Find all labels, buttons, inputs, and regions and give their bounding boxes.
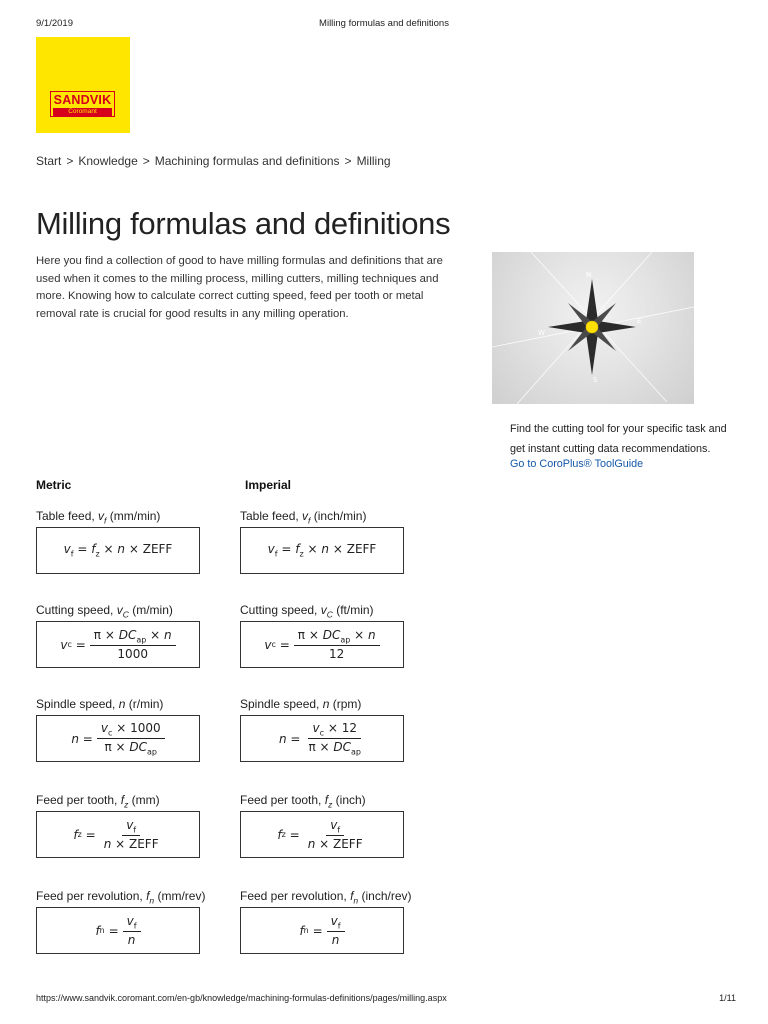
metric-cutting-speed-label: Cutting speed, $v_C$ (m/min): [36, 603, 173, 620]
metric-table-feed-formula: $v_f = f_z \times n$ × ZEFF: [36, 527, 200, 574]
footer-url: https://www.sandvik.coromant.com/en-gb/knowledge/machining-formulas-definitions/pages/milling.aspx: [36, 993, 447, 1003]
breadcrumb-separator: >: [142, 154, 150, 168]
metric-spindle-speed-formula: n = $\frac{v_c \times 1000}{\pi \times DC_{ap}}$: [36, 715, 200, 762]
metric-spindle-speed-label: Spindle speed, n (r/min): [36, 697, 164, 711]
page-title: Milling formulas and definitions: [36, 206, 451, 241]
logo-brand: SANDVIK: [53, 93, 112, 107]
imperial-cutting-speed-label: Cutting speed, $v_C$ (ft/min): [240, 603, 374, 620]
toolguide-link[interactable]: Go to CoroPlus® ToolGuide: [510, 458, 644, 470]
imperial-spindle-speed-formula: n = $\frac{v_c \times 12}{\pi \times DC_{ap}}$: [240, 715, 404, 762]
metric-table-feed-label: Table feed, $v_f$ (mm/min): [36, 509, 161, 526]
compass-image: [492, 252, 694, 404]
imperial-spindle-speed-label: Spindle speed, n (rpm): [240, 697, 362, 711]
footer-page-number: 1/11: [719, 993, 736, 1003]
imperial-table-feed-formula: $v_f = f_z \times n$ × ZEFF: [240, 527, 404, 574]
breadcrumb-machining-formulas[interactable]: Machining formulas and definitions: [154, 154, 340, 168]
compass-e: E: [637, 317, 642, 325]
metric-feed-per-rev-formula: f n = $\frac{v_f}{n}$: [36, 907, 200, 954]
imperial-cutting-speed-formula: v c = $\frac{\pi \times DC_{ap} \times n}{12}$: [240, 621, 404, 668]
print-title: Milling formulas and definitions: [319, 18, 449, 29]
breadcrumb-knowledge[interactable]: Knowledge: [78, 154, 138, 168]
imperial-feed-per-tooth-formula: f z = $\frac{v_f}{\text{n × ZEFF}}$: [240, 811, 404, 858]
imperial-heading: Imperial: [245, 478, 292, 492]
logo-sub: Coromant: [53, 108, 112, 116]
compass-n: N: [586, 271, 592, 279]
imperial-feed-per-rev-label: Feed per revolution, $f_n$ (inch/rev): [240, 889, 412, 906]
metric-feed-per-rev-label: Feed per revolution, $f_n$ (mm/rev): [36, 889, 206, 906]
breadcrumb-separator: >: [344, 154, 352, 168]
imperial-table-feed-label: Table feed, $v_f$ (inch/min): [240, 509, 367, 526]
breadcrumb-milling[interactable]: Milling: [356, 154, 391, 168]
compass-s: S: [593, 376, 598, 384]
breadcrumb-start[interactable]: Start: [36, 154, 62, 168]
print-date: 9/1/2019: [36, 18, 73, 29]
metric-cutting-speed-formula: v c = $\frac{\pi \times DC_{ap} \times n}{1000}$: [36, 621, 200, 668]
compass-w: W: [538, 329, 545, 337]
metric-heading: Metric: [36, 478, 72, 492]
sandvik-logo[interactable]: [36, 37, 130, 133]
breadcrumb-separator: >: [66, 154, 74, 168]
breadcrumb: [36, 154, 391, 168]
imperial-feed-per-rev-formula: f n = $\frac{v_f}{n}$: [240, 907, 404, 954]
compass-icon: [492, 252, 694, 404]
metric-feed-per-tooth-formula: f z = $\frac{v_f}{\text{n × ZEFF}}$: [36, 811, 200, 858]
metric-feed-per-tooth-label: Feed per tooth, $f_z$ (mm): [36, 793, 160, 810]
imperial-feed-per-tooth-label: Feed per tooth, $f_z$ (inch): [240, 793, 366, 810]
toolguide-description: Find the cutting tool for your specific task and get instant cutting data recommendations.: [510, 423, 727, 455]
logo-mark: [50, 91, 115, 117]
intro-paragraph: Here you find a collection of good to have milling formulas and definitions that are used when it comes to the milling process, milling cutters, milling techniques and more. Knowing how to calculate correct cutting speed, feed per tooth or metal removal rate is crucial for good results in any milling operation.: [36, 255, 443, 320]
